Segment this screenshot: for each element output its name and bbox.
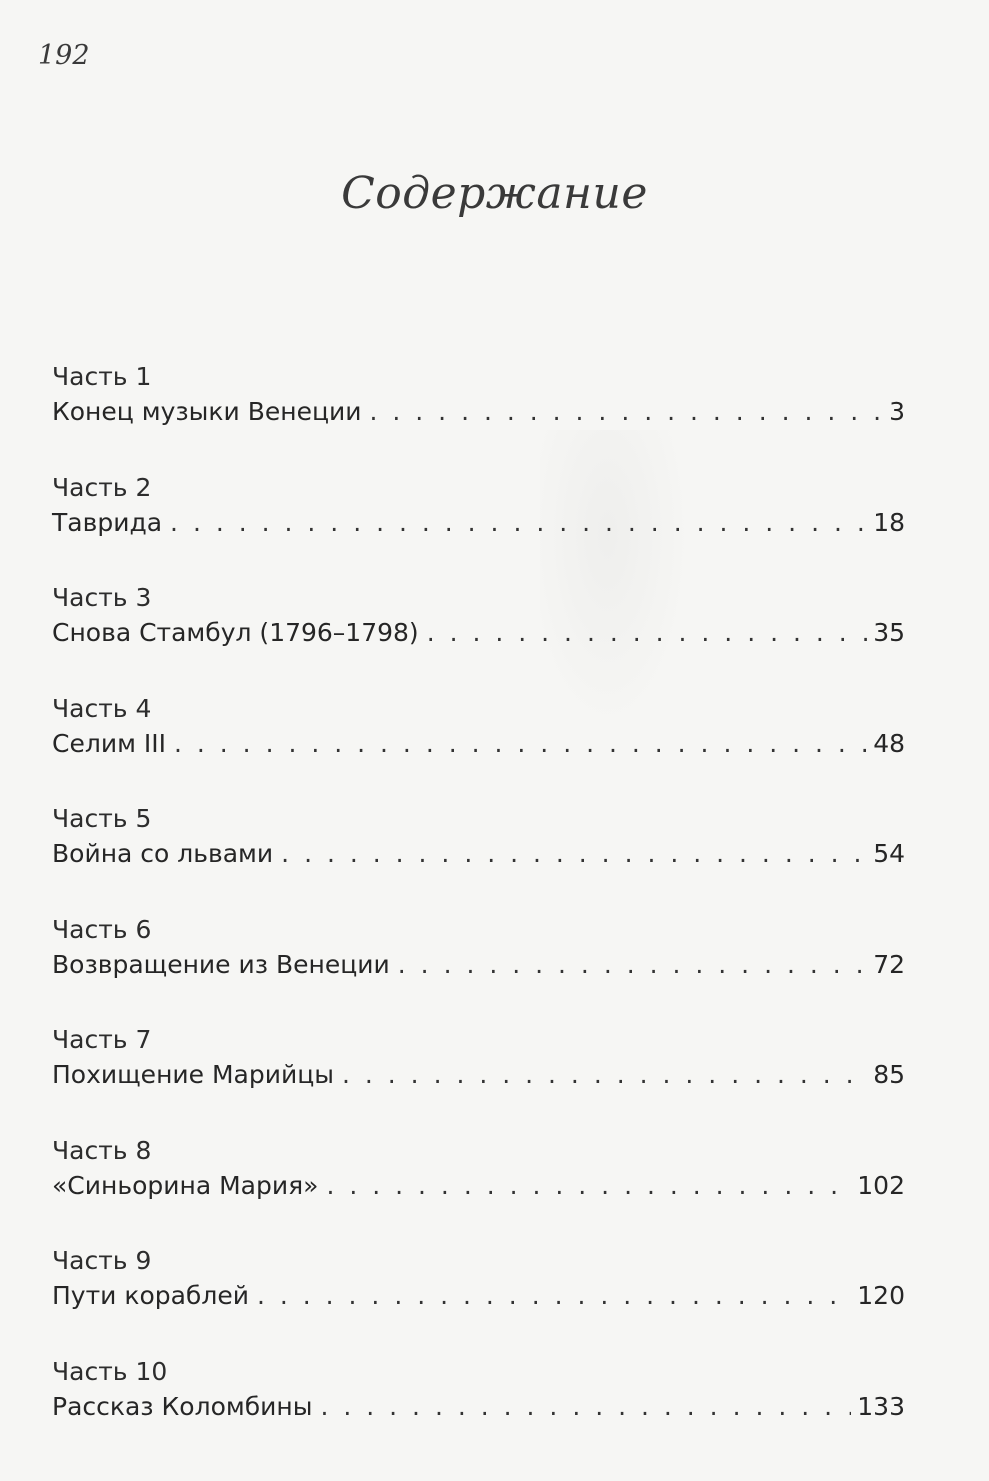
toc-page-number: 3: [889, 397, 905, 426]
toc-entry: [52, 1355, 905, 1463]
dot-leader: [370, 394, 884, 430]
toc-entry: [52, 1134, 905, 1242]
toc-chapter-title: Война со львами: [52, 839, 274, 868]
toc-chapter-title: Конец музыки Венеции: [52, 397, 362, 426]
toc-chapter-title: «Синьорина Мария»: [52, 1170, 319, 1200]
toc-line: [52, 505, 905, 541]
toc-part-label: Часть 1: [52, 362, 152, 391]
toc-line: [52, 1168, 905, 1204]
toc-part-label: Часть 3: [52, 583, 152, 612]
toc-line: [52, 394, 905, 430]
toc-line: [52, 615, 905, 651]
dot-leader: [170, 505, 867, 541]
page-number: 192: [38, 40, 90, 71]
toc-line: [52, 947, 905, 983]
table-of-contents: [52, 357, 905, 1462]
dot-leader: [257, 1278, 851, 1314]
toc-part-label: Часть 5: [52, 804, 152, 833]
toc-chapter-title: Селим III: [52, 728, 166, 758]
toc-entry: [52, 1244, 905, 1352]
dot-leader: [320, 1389, 851, 1425]
toc-page-number: 48: [873, 728, 905, 758]
toc-entry: [52, 802, 905, 910]
toc-entry: [52, 581, 905, 689]
toc-entry: [52, 913, 905, 1021]
toc-line: [52, 1389, 905, 1425]
toc-part-label: Часть 8: [52, 1135, 152, 1165]
toc-entry: [52, 360, 905, 468]
toc-chapter-title: Рассказ Коломбины: [52, 1391, 313, 1421]
toc-page-number: 85: [873, 1060, 905, 1089]
toc-part-label: Часть 4: [52, 693, 152, 723]
toc-chapter-title: Похищение Марийцы: [52, 1060, 334, 1089]
toc-line: [52, 1278, 905, 1314]
toc-page-number: 54: [873, 839, 905, 868]
toc-chapter-title: Пути кораблей: [52, 1281, 249, 1310]
dot-leader: [342, 1057, 867, 1093]
toc-part-label: Часть 9: [52, 1246, 152, 1275]
toc-line: [52, 726, 905, 762]
toc-chapter-title: Таврида: [52, 507, 163, 537]
toc-part-label: Часть 2: [52, 472, 152, 502]
toc-part-label: Часть 7: [52, 1025, 152, 1054]
page-title: Содержание: [341, 168, 648, 219]
toc-entry: [52, 692, 905, 800]
toc-entry: [52, 1023, 905, 1131]
toc-page-number: 72: [873, 949, 905, 979]
toc-page-number: 102: [857, 1170, 905, 1200]
toc-part-label: Часть 6: [52, 914, 152, 944]
toc-page-number: 35: [873, 618, 905, 647]
toc-chapter-title: Снова Стамбул (1796–1798): [52, 618, 419, 647]
toc-line: [52, 836, 905, 872]
toc-page-number: 120: [857, 1281, 905, 1310]
dot-leader: [326, 1168, 851, 1204]
dot-leader: [427, 615, 868, 651]
toc-page-number: 133: [857, 1391, 905, 1421]
dot-leader: [281, 836, 867, 872]
toc-part-label: Часть 10: [52, 1356, 168, 1386]
toc-line: [52, 1057, 905, 1093]
toc-entry: [52, 471, 905, 579]
toc-chapter-title: Возвращение из Венеции: [52, 949, 390, 979]
dot-leader: [174, 726, 867, 762]
dot-leader: [398, 947, 867, 983]
toc-page-number: 18: [873, 507, 905, 537]
